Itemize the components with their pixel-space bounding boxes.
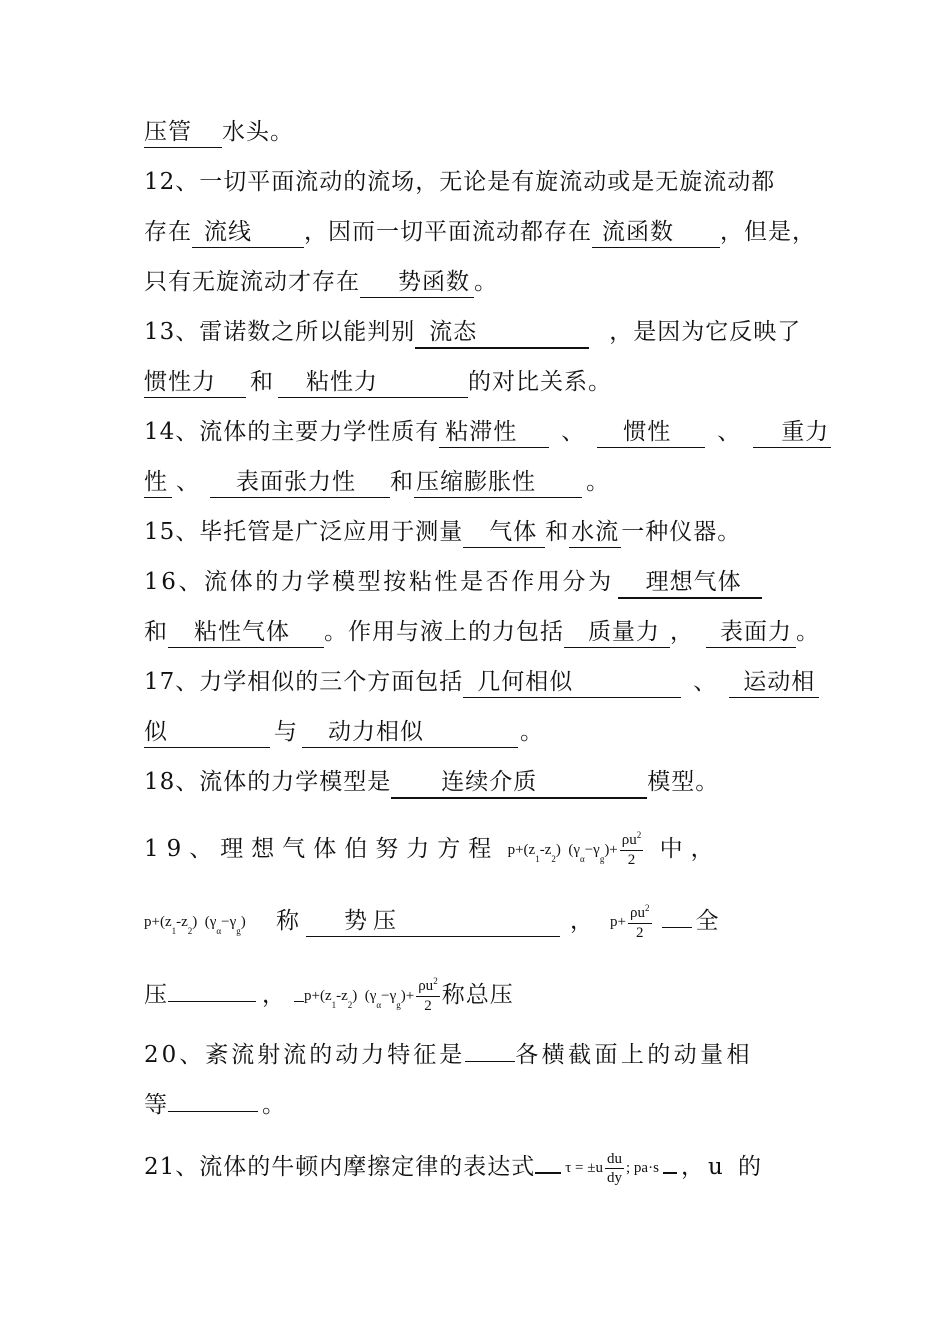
blank-answer: 势函数 — [360, 267, 474, 298]
blank-answer: 连续介质 — [391, 767, 647, 799]
text: ， — [262, 982, 286, 1008]
text: 称总压 — [441, 982, 514, 1008]
text: 、 — [717, 419, 742, 445]
text: ，是因为它反映了 — [609, 319, 802, 345]
line-17-b — [144, 715, 808, 749]
text: 和 — [250, 369, 274, 395]
line-19-a — [144, 826, 808, 872]
text: 的对比关系。 — [468, 369, 612, 395]
line-13-b — [144, 365, 808, 399]
text: 水头。 — [222, 119, 294, 145]
blank-answer: 压缩膨胀性 — [414, 467, 582, 498]
question-21: 21、流体的牛顿内摩擦定律的表达式 — [144, 1154, 536, 1180]
text: ，但是， — [720, 219, 816, 245]
line-14-b — [144, 465, 808, 499]
line-17-a — [144, 665, 816, 699]
line-12-c — [144, 265, 808, 299]
question-18: 18、流体的力学模型是 — [144, 769, 392, 795]
text: 。 — [586, 469, 610, 495]
text: 中， — [659, 836, 722, 862]
blank-answer: 粘性气体 — [168, 617, 324, 648]
text: 。作用与液上的力包括 — [324, 619, 564, 645]
text: 各横截面上的动量相 — [515, 1042, 753, 1068]
question-15: 15、毕托管是广泛应用于测量 — [144, 519, 464, 545]
blank-answer — [535, 1172, 561, 1174]
blank-answer: 流线 — [192, 217, 304, 248]
line-19-c — [144, 972, 808, 1018]
total-pressure-expression: p+ $\frac{\rho u^2}{2}$ — [610, 902, 650, 941]
text: 。 — [520, 719, 544, 745]
question-13: 13、雷诺数之所以能判别 — [144, 319, 416, 345]
blank-answer: 惯性 — [597, 417, 705, 448]
text: ， — [670, 619, 694, 645]
blank-answer: 惯性力 — [144, 367, 246, 398]
bernoulli-equation: $p+(z_1-z_2)$ $(\gamma_\alpha-\gamma_g)+$ $\frac{\rho u^2}{2}$ — [507, 830, 642, 869]
text: 等 — [144, 1092, 168, 1118]
blank-answer: 水流 — [569, 517, 621, 548]
line-20-a — [144, 1038, 808, 1072]
text: 与 — [274, 719, 298, 745]
blank-answer: 重力 — [753, 417, 831, 448]
text: 。 — [474, 269, 498, 295]
blank-answer: 压管 — [144, 117, 222, 148]
text: 模型。 — [647, 769, 720, 795]
text: 和 — [144, 619, 168, 645]
text: 。 — [796, 619, 820, 645]
question-14: 14、流体的主要力学性质有 — [144, 419, 440, 445]
blank-answer: 气体 — [463, 517, 545, 548]
blank-answer: 流态 — [415, 317, 589, 349]
blank-answer — [168, 1111, 258, 1112]
blank-answer: 性 — [144, 467, 172, 498]
line-12-title — [144, 165, 808, 199]
blank-answer: 似 — [144, 717, 270, 748]
line-12-b — [144, 215, 816, 249]
question-17: 17、力学相似的三个方面包括 — [144, 669, 464, 695]
text: 和 — [545, 519, 570, 545]
blank-answer — [168, 1001, 256, 1002]
text: ， — [570, 908, 595, 934]
text: ，u 的 — [680, 1154, 766, 1180]
text: 称 — [276, 908, 301, 934]
newton-friction-law: τ = ±u $\frac{du}{dy}$ ; pa·s — [565, 1151, 659, 1187]
blank-answer — [663, 1172, 677, 1174]
blank-answer: 质量力 — [564, 617, 670, 648]
question-19: 19、理想气体伯努力方程 — [144, 836, 500, 862]
blank-answer: 几何相似 — [463, 667, 681, 698]
line-15 — [144, 515, 808, 549]
line-13-a — [144, 315, 808, 349]
text: 和 — [390, 469, 414, 495]
blank-answer: 势压 — [306, 906, 560, 937]
text: 压 — [144, 982, 168, 1008]
line-21 — [144, 1143, 808, 1191]
line-18 — [144, 765, 808, 799]
text: 。 — [262, 1092, 286, 1118]
potential-pressure-expression: $p+(z_1-z_2)$ $(\gamma_\alpha-\gamma_g)$ — [144, 913, 246, 936]
question-20: 20、紊流射流的动力特征是 — [144, 1042, 466, 1068]
text: ，因而一切平面流动都存在 — [304, 219, 592, 245]
text: 全 — [695, 908, 720, 934]
blank-answer: 粘滞性 — [439, 417, 549, 448]
line-0 — [144, 115, 808, 149]
blank-answer: 粘性力 — [278, 367, 468, 398]
text: 、 — [693, 669, 718, 695]
line-16-a — [144, 565, 808, 599]
text: 存在 — [144, 219, 192, 245]
blank-answer: 理想气体 — [618, 567, 762, 599]
question-16: 16、流体的力学模型按粘性是否作用分为 — [144, 569, 614, 595]
text: 、 — [176, 469, 200, 495]
text: 一种仪器。 — [621, 519, 742, 545]
line-14-a — [144, 415, 830, 449]
blank-answer: 运动相 — [729, 667, 819, 698]
line-20-b — [144, 1088, 808, 1122]
blank-answer — [294, 1001, 304, 1002]
blank-answer: 表面力 — [706, 617, 796, 648]
blank-answer — [465, 1061, 515, 1062]
line-16-b — [144, 615, 820, 649]
text: 、 — [561, 419, 586, 445]
blank-answer — [662, 927, 692, 928]
blank-answer: 动力相似 — [302, 717, 518, 748]
question-12: 12、一切平面流动的流场，无论是有旋流动或是无旋流动都 — [144, 169, 776, 195]
blank-answer: 表面张力性 — [210, 467, 390, 498]
blank-answer: 流函数 — [592, 217, 720, 248]
text: 只有无旋流动才存在 — [144, 269, 360, 295]
total-pressure-expression-full: $p+(z_1-z_2)$ $(\gamma_\alpha-\gamma_g)+$ $\frac{\rho u^2}{2}$ — [304, 976, 438, 1015]
line-19-b — [144, 898, 808, 944]
